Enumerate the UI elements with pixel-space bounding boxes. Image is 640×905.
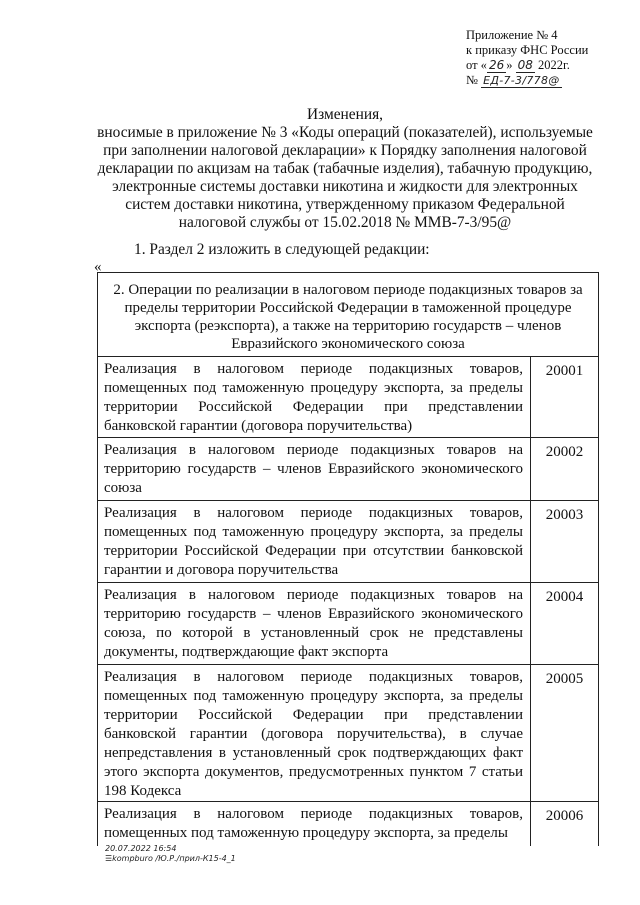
- row-text: Реализация в налоговом периоде подакцизных товаров, помещенных под таможенную процедуру экспорта, за пределы территории Российской Федерации при представлении банковской гарантии (договора поручительства): [98, 357, 531, 437]
- annex-block: [466, 28, 636, 88]
- row-text: Реализация в налоговом периоде подакцизных товаров на территорию государств – членов Евразийского экономического союза: [98, 438, 531, 500]
- table-row: [98, 665, 598, 802]
- row-text: Реализация в налоговом периоде подакцизных товаров, помещенных под таможенную процедуру экспорта, за пределы территории Российской Федерации при отсутствии банковской гарантии и договора поручительства: [98, 501, 531, 582]
- heading-body: вносимые в приложение № 3 «Коды операций (показателей), используемые при заполнении налоговой декларации» к Порядку заполнения налоговой декларации по акцизам на табак (табачные изделия), табачную продукцию, электронные системы доставки никотина и жидкости для электронных систем доставки никотина, утвержденному приказом Федеральной налоговой службы от 15.02.2018 № ММВ-7-3/95@: [97, 124, 593, 231]
- annex-order: к приказу ФНС России: [466, 43, 589, 57]
- row-code: 20006: [545, 808, 584, 824]
- row-code: 20004: [545, 589, 584, 605]
- row-code: 20005: [545, 671, 584, 687]
- row-text: Реализация в налоговом периоде подакцизных товаров, помещенных под таможенную процедуру экспорта, за пределы: [98, 802, 531, 846]
- file-icon: ☰: [105, 854, 113, 863]
- table-row: [98, 357, 598, 438]
- annex-number: № ЕД-7-3/778@: [466, 73, 560, 87]
- table-row: [98, 438, 598, 501]
- row-text: Реализация в налоговом периоде подакцизных товаров, помещенных под таможенную процедуру экспорта, за пределы территории Российской Федерации при представлении банковской гарантии (договора поручительства), в случае непредставления в установленный срок подтверждающих факт этого экспорта документов, предусмотренных пунктом 7 статьи 198 Кодекса: [98, 665, 531, 801]
- operations-table: [97, 272, 599, 846]
- page-footer: [105, 844, 236, 864]
- footer-path: ☰kompburo /Ю.Р./прил-К15-4_1: [105, 854, 236, 863]
- opening-quote: «: [94, 259, 102, 275]
- table-row: [98, 802, 598, 846]
- row-code: 20002: [545, 444, 584, 460]
- heading-title: Изменения,: [306, 106, 383, 123]
- handwritten-number: ЕД-7-3/778@: [483, 74, 560, 87]
- document-heading: [90, 106, 600, 232]
- table-row: [98, 583, 598, 665]
- handwritten-day: 26: [488, 58, 505, 72]
- table-row: [98, 501, 598, 583]
- annex-date: от « 26 » 08 2022г.: [466, 58, 570, 72]
- handwritten-month: 08: [517, 58, 533, 72]
- annex-title: Приложение № 4: [466, 28, 558, 42]
- row-text: Реализация в налоговом периоде подакцизных товаров на территорию государств – членов Евразийского экономического союза, по которой в установленный срок не представлены документы, подтверждающие факт экспорта: [98, 583, 531, 664]
- row-code: 20003: [545, 507, 584, 523]
- table-header: 2. Операции по реализации в налоговом периоде подакцизных товаров за пределы территории Российской Федерации в таможенной процедуре экспорта (реэкспорта), а также на территорию государств – членов Евразийского экономического союза: [98, 273, 598, 357]
- footer-date: 20.07.2022 16:54: [105, 844, 177, 853]
- row-code: 20001: [545, 363, 584, 379]
- section-item: 1. Раздел 2 изложить в следующей редакции:: [134, 241, 430, 258]
